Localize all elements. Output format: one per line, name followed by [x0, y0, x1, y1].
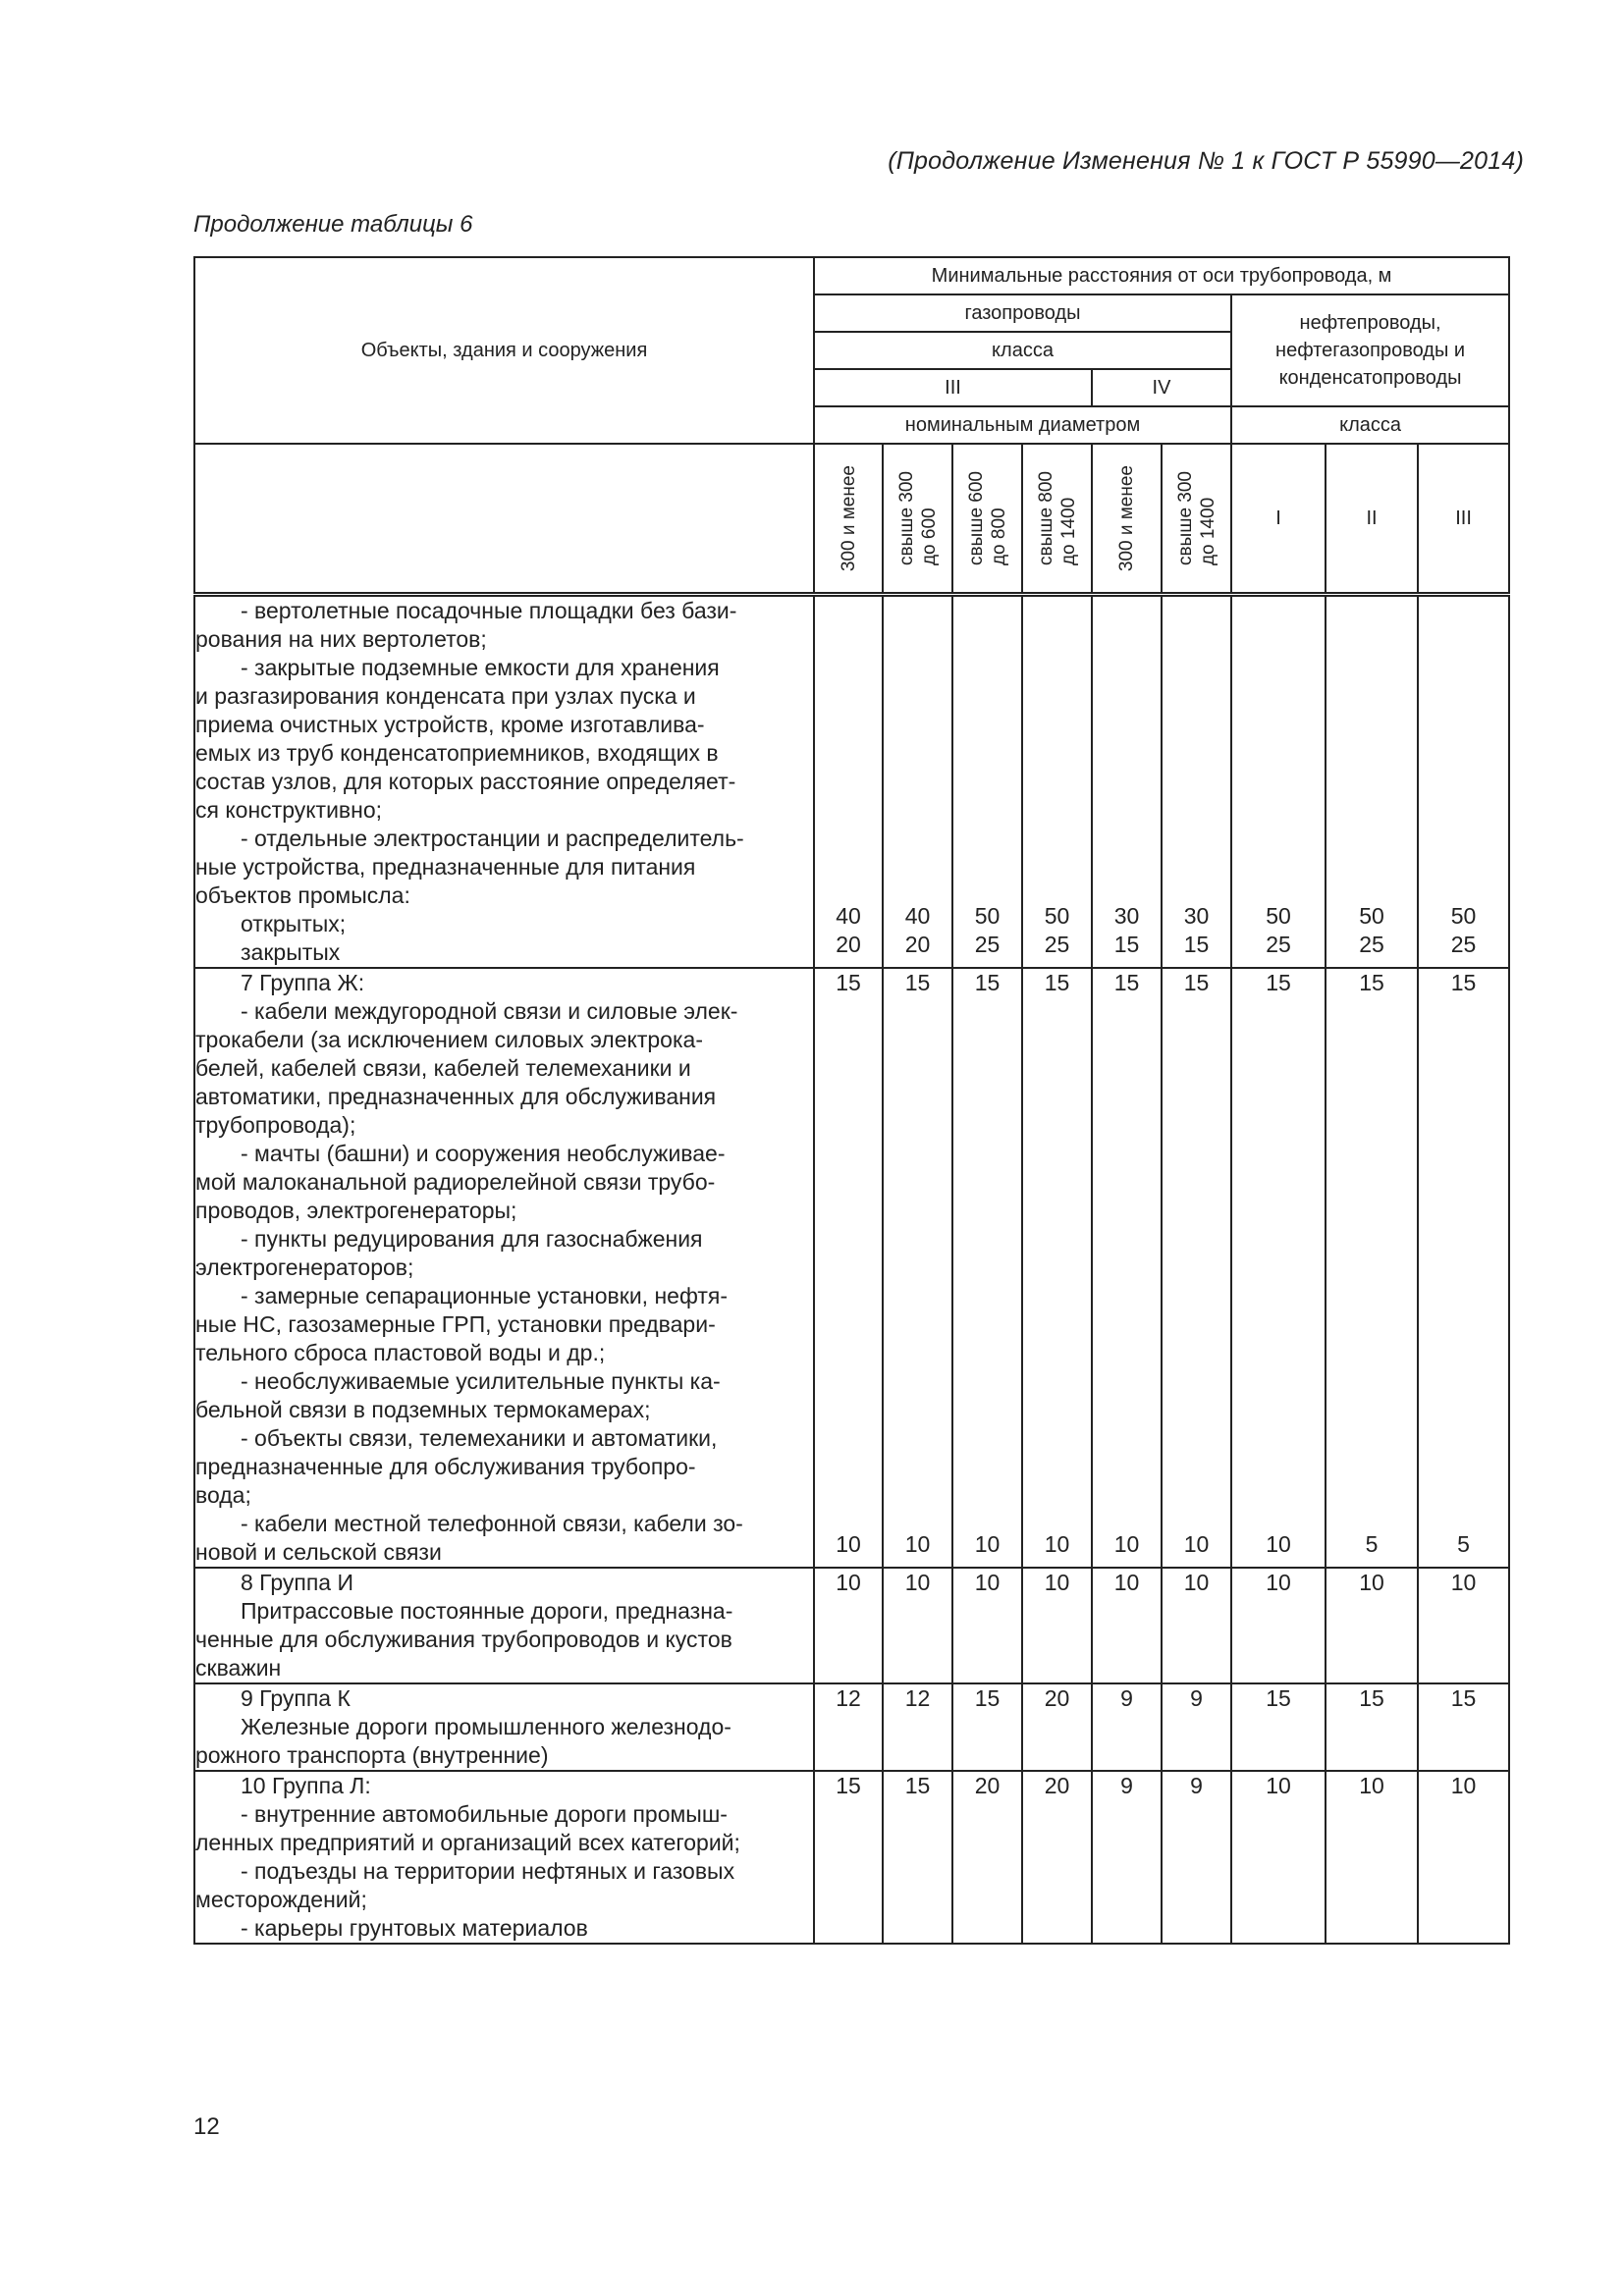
- distance-value: 10: [904, 1570, 931, 1595]
- description-line: электрогенераторов;: [195, 1255, 414, 1280]
- description-line: емых из труб конденсатоприемников, входящих в: [195, 740, 719, 766]
- value-cell: [883, 595, 952, 969]
- distance-value: 25: [1044, 932, 1070, 957]
- bottom-values: [953, 902, 1021, 959]
- description-line: - подъезды на территории нефтяных и газовых: [241, 1858, 735, 1884]
- bottom-values: [1326, 1530, 1417, 1559]
- header-gas-class: класса: [814, 332, 1231, 369]
- table-row: [194, 595, 1509, 969]
- bottom-values: [1419, 902, 1508, 959]
- value-cell: [952, 1568, 1022, 1683]
- distance-value: 10: [974, 1531, 1001, 1557]
- running-head: (Продолжение Изменения № 1 к ГОСТ Р 55990—2014): [888, 147, 1524, 175]
- value-cell: [1231, 1683, 1326, 1771]
- description-line: ные устройства, предназначенные для питания: [195, 854, 696, 880]
- header-diameter-6-label: свыше 300 до 1400: [1174, 470, 1218, 566]
- row-description: [194, 595, 814, 969]
- description-line: вода;: [195, 1482, 251, 1508]
- description-line: рожного транспорта (внутренние): [195, 1742, 549, 1768]
- value-cell: [1418, 1568, 1509, 1683]
- distance-value: 15: [904, 1773, 931, 1798]
- distance-value: 25: [1266, 932, 1291, 957]
- row-description: [194, 968, 814, 1568]
- distance-value: 15: [974, 1685, 1001, 1711]
- value-cell: [1162, 1568, 1231, 1683]
- bottom-values: [953, 1530, 1021, 1559]
- value-cell: [1162, 1683, 1231, 1771]
- distance-value: 25: [1359, 932, 1384, 957]
- distance-value: 15: [1359, 1685, 1384, 1711]
- row-description: [194, 1771, 814, 1944]
- distance-value: 25: [1450, 932, 1477, 957]
- header-diameter-6: [1162, 444, 1231, 595]
- description-line: новой и сельской связи: [195, 1539, 442, 1565]
- description-line: автоматики, предназначенных для обслуживания: [195, 1084, 717, 1109]
- distance-value: 15: [1266, 1685, 1291, 1711]
- value-cell: [1418, 1771, 1509, 1944]
- value-cell: [1092, 968, 1162, 1568]
- bottom-values: [1232, 1530, 1325, 1559]
- value-cell: [1231, 595, 1326, 969]
- table-row: [194, 968, 1509, 1568]
- description-line: - закрытые подземные емкости для хранения: [241, 655, 720, 680]
- header-class-iv: IV: [1092, 369, 1231, 406]
- value-cell: [814, 595, 883, 969]
- value-cell: [1418, 595, 1509, 969]
- distance-value: 10: [1359, 1570, 1384, 1595]
- description-line: тельного сброса пластовой воды и др.;: [195, 1340, 606, 1365]
- distance-value: 25: [974, 932, 1001, 957]
- table-row: [194, 1771, 1509, 1944]
- description-line: белей, кабелей связи, кабелей телемеханики и: [195, 1055, 691, 1081]
- value-cell: [1418, 1683, 1509, 1771]
- header-diameter-1: [814, 444, 883, 595]
- value-cell: [1022, 1568, 1092, 1683]
- distance-value: 15: [974, 970, 1001, 995]
- distance-value: 50: [1450, 903, 1477, 929]
- bottom-values: [1326, 902, 1417, 959]
- distance-value: 15: [1183, 932, 1210, 957]
- value-cell: [1231, 1568, 1326, 1683]
- distance-value: 10: [1183, 1570, 1210, 1595]
- description-line: - объекты связи, телемеханики и автоматики,: [241, 1425, 718, 1451]
- value-cell: [1022, 968, 1092, 1568]
- bottom-values: [1163, 1530, 1230, 1559]
- description-line: - мачты (башни) и сооружения необслуживае-: [241, 1141, 726, 1166]
- value-cell: [1326, 1683, 1418, 1771]
- distance-value: 15: [904, 970, 931, 995]
- description-line: объектов промысла:: [195, 882, 410, 908]
- header-objects: Объекты, здания и сооружения: [194, 257, 814, 444]
- bottom-values: [815, 1530, 882, 1559]
- bottom-values: [1023, 1530, 1091, 1559]
- header-min-distances: Минимальные расстояния от оси трубопровода, м: [814, 257, 1509, 294]
- distance-value: 50: [1359, 903, 1384, 929]
- distance-value: 10: [904, 1531, 931, 1557]
- value-cell: [952, 595, 1022, 969]
- description-line: ченные для обслуживания трубопроводов и кустов: [195, 1627, 732, 1652]
- distance-value: 15: [1044, 970, 1070, 995]
- description-line: предназначенные для обслуживания трубопро-: [195, 1454, 696, 1479]
- value-cell: [1092, 595, 1162, 969]
- description-line: - внутренние автомобильные дороги промыш-: [241, 1801, 728, 1827]
- description-line: - замерные сепарационные установки, нефтя-: [241, 1283, 729, 1308]
- distance-value: 10: [1266, 1570, 1291, 1595]
- header-diameter-3-label: свыше 600 до 800: [965, 470, 1009, 566]
- value-cell: [952, 1683, 1022, 1771]
- bottom-values: [1023, 902, 1091, 959]
- value-cell: [814, 1683, 883, 1771]
- bottom-values: [884, 1530, 951, 1559]
- distance-value: 10: [1450, 1773, 1477, 1798]
- description-line: Железные дороги промышленного железнодо-: [241, 1714, 731, 1739]
- value-cell: [1162, 595, 1231, 969]
- description-line: - отдельные электростанции и распределитель-: [241, 826, 744, 851]
- distance-value: 15: [1450, 1685, 1477, 1711]
- header-class-iii: III: [814, 369, 1092, 406]
- description-line: - карьеры грунтовых материалов: [241, 1915, 588, 1941]
- distance-value: 20: [836, 932, 861, 957]
- description-line: - пункты редуцирования для газоснабжения: [241, 1226, 703, 1252]
- header-diameter-2: [883, 444, 952, 595]
- description-line: трубопровода);: [195, 1112, 356, 1138]
- header-diameter-5: [1092, 444, 1162, 595]
- description-line: - вертолетные посадочные площадки без бази-: [241, 598, 737, 623]
- description-line: 9 Группа К: [241, 1685, 351, 1711]
- distance-value: 10: [1183, 1531, 1210, 1557]
- description-line: открытых;: [241, 911, 347, 936]
- distance-value: 15: [1113, 970, 1140, 995]
- value-cell: [1022, 595, 1092, 969]
- value-cell: [1092, 1683, 1162, 1771]
- distances-table: [193, 256, 1510, 1945]
- table-row: [194, 1683, 1509, 1771]
- distance-value: 12: [836, 1685, 861, 1711]
- distance-value: 15: [1183, 970, 1210, 995]
- description-line: проводов, электрогенераторы;: [195, 1198, 517, 1223]
- header-oil-pipelines: нефтепроводы, нефтегазопроводы и конденсатопроводы: [1231, 294, 1509, 406]
- distance-value: 10: [836, 1531, 861, 1557]
- description-line: бельной связи в подземных термокамерах;: [195, 1397, 651, 1422]
- description-line: - кабели междугородной связи и силовые элек-: [241, 998, 738, 1024]
- description-line: - необслуживаемые усилительные пункты ка-: [241, 1368, 721, 1394]
- header-diameter-1-label: 300 и менее: [838, 464, 859, 572]
- distance-value: 10: [974, 1570, 1001, 1595]
- value-cell: [1326, 1568, 1418, 1683]
- distance-value: 50: [974, 903, 1001, 929]
- page-number: 12: [193, 2113, 220, 2140]
- description-line: 8 Группа И: [241, 1570, 353, 1595]
- distance-value: 5: [1457, 1531, 1470, 1557]
- description-line: состав узлов, для которых расстояние определяет-: [195, 769, 736, 794]
- value-cell: [1326, 595, 1418, 969]
- bottom-values: [1232, 902, 1325, 959]
- distance-value: 9: [1190, 1685, 1203, 1711]
- value-cell: [1326, 968, 1418, 1568]
- distance-value: 10: [1113, 1531, 1140, 1557]
- table-row: [194, 1568, 1509, 1683]
- header-diameter-2-label: свыше 300 до 600: [895, 470, 940, 566]
- distance-value: 30: [1113, 903, 1140, 929]
- value-cell: [1231, 1771, 1326, 1944]
- description-line: приема очистных устройств, кроме изготавлива-: [195, 712, 705, 737]
- value-cell: [1326, 1771, 1418, 1944]
- distance-value: 12: [904, 1685, 931, 1711]
- header-oil-class: класса: [1231, 406, 1509, 444]
- distance-value: 15: [836, 1773, 861, 1798]
- bottom-values: [884, 902, 951, 959]
- row-description: [194, 1683, 814, 1771]
- bottom-values: [1419, 1530, 1508, 1559]
- header-nominal-diameter: номинальным диаметром: [814, 406, 1231, 444]
- distance-value: 15: [1450, 970, 1477, 995]
- value-cell: [1092, 1771, 1162, 1944]
- value-cell: [1162, 1771, 1231, 1944]
- value-cell: [1022, 1683, 1092, 1771]
- distance-value: 15: [1113, 932, 1140, 957]
- header-gas-pipelines: газопроводы: [814, 294, 1231, 332]
- description-line: рования на них вертолетов;: [195, 626, 487, 652]
- bottom-values: [815, 902, 882, 959]
- description-line: ленных предприятий и организаций всех категорий;: [195, 1830, 740, 1855]
- header-diameter-4-label: свыше 800 до 1400: [1035, 470, 1079, 566]
- description-line: Притрассовые постоянные дороги, предназна-: [241, 1598, 733, 1624]
- row-description: [194, 1568, 814, 1683]
- header-diameter-4: [1022, 444, 1092, 595]
- description-line: ся конструктивно;: [195, 797, 383, 823]
- distance-value: 40: [836, 903, 861, 929]
- description-line: месторождений;: [195, 1887, 367, 1912]
- distance-value: 10: [836, 1570, 861, 1595]
- bottom-values: [1093, 902, 1161, 959]
- value-cell: [883, 968, 952, 1568]
- distance-value: 50: [1044, 903, 1070, 929]
- description-line: скважин: [195, 1655, 282, 1681]
- distance-value: 15: [1266, 970, 1291, 995]
- header-oil-class-i: I: [1231, 444, 1326, 595]
- bottom-values: [1163, 902, 1230, 959]
- value-cell: [1162, 968, 1231, 1568]
- description-line: - кабели местной телефонной связи, кабели зо-: [241, 1511, 743, 1536]
- distance-value: 10: [1266, 1773, 1291, 1798]
- description-line: мой малоканальной радиорелейной связи трубо-: [195, 1169, 716, 1195]
- distance-value: 30: [1183, 903, 1210, 929]
- distance-value: 15: [836, 970, 861, 995]
- header-diameter-3: [952, 444, 1022, 595]
- distance-value: 20: [1044, 1685, 1070, 1711]
- distance-value: 50: [1266, 903, 1291, 929]
- distance-value: 40: [904, 903, 931, 929]
- distance-value: 10: [1450, 1570, 1477, 1595]
- description-line: ные НС, газозамерные ГРП, установки предвари-: [195, 1311, 716, 1337]
- value-cell: [952, 1771, 1022, 1944]
- header-diameter-5-label: 300 и менее: [1116, 464, 1137, 572]
- header-objects-continuation: [194, 444, 814, 595]
- value-cell: [883, 1683, 952, 1771]
- value-cell: [1022, 1771, 1092, 1944]
- value-cell: [1092, 1568, 1162, 1683]
- distance-value: 10: [1044, 1570, 1070, 1595]
- value-cell: [814, 968, 883, 1568]
- distance-value: 10: [1359, 1773, 1384, 1798]
- header-oil-class-ii: II: [1326, 444, 1418, 595]
- distance-value: 20: [974, 1773, 1001, 1798]
- table-caption: Продолжение таблицы 6: [193, 211, 473, 238]
- distance-value: 10: [1266, 1531, 1291, 1557]
- distance-value: 9: [1190, 1773, 1203, 1798]
- description-line: 7 Группа Ж:: [241, 970, 365, 995]
- distance-value: 5: [1365, 1531, 1379, 1557]
- value-cell: [814, 1568, 883, 1683]
- header-oil-class-iii: III: [1418, 444, 1509, 595]
- value-cell: [1418, 968, 1509, 1568]
- table-body: [194, 595, 1509, 1945]
- bottom-values: [1093, 1530, 1161, 1559]
- description-line: трокабели (за исключением силовых электрока-: [195, 1027, 703, 1052]
- description-line: закрытых: [241, 939, 341, 965]
- description-line: 10 Группа Л:: [241, 1773, 371, 1798]
- distance-value: 20: [904, 932, 931, 957]
- distance-value: 15: [1359, 970, 1384, 995]
- value-cell: [952, 968, 1022, 1568]
- distance-value: 20: [1044, 1773, 1070, 1798]
- distance-value: 9: [1120, 1773, 1133, 1798]
- distance-value: 10: [1044, 1531, 1070, 1557]
- distance-value: 10: [1113, 1570, 1140, 1595]
- value-cell: [883, 1568, 952, 1683]
- description-line: и разгазирования конденсата при узлах пуска и: [195, 683, 696, 709]
- value-cell: [883, 1771, 952, 1944]
- value-cell: [1231, 968, 1326, 1568]
- distance-value: 9: [1120, 1685, 1133, 1711]
- value-cell: [814, 1771, 883, 1944]
